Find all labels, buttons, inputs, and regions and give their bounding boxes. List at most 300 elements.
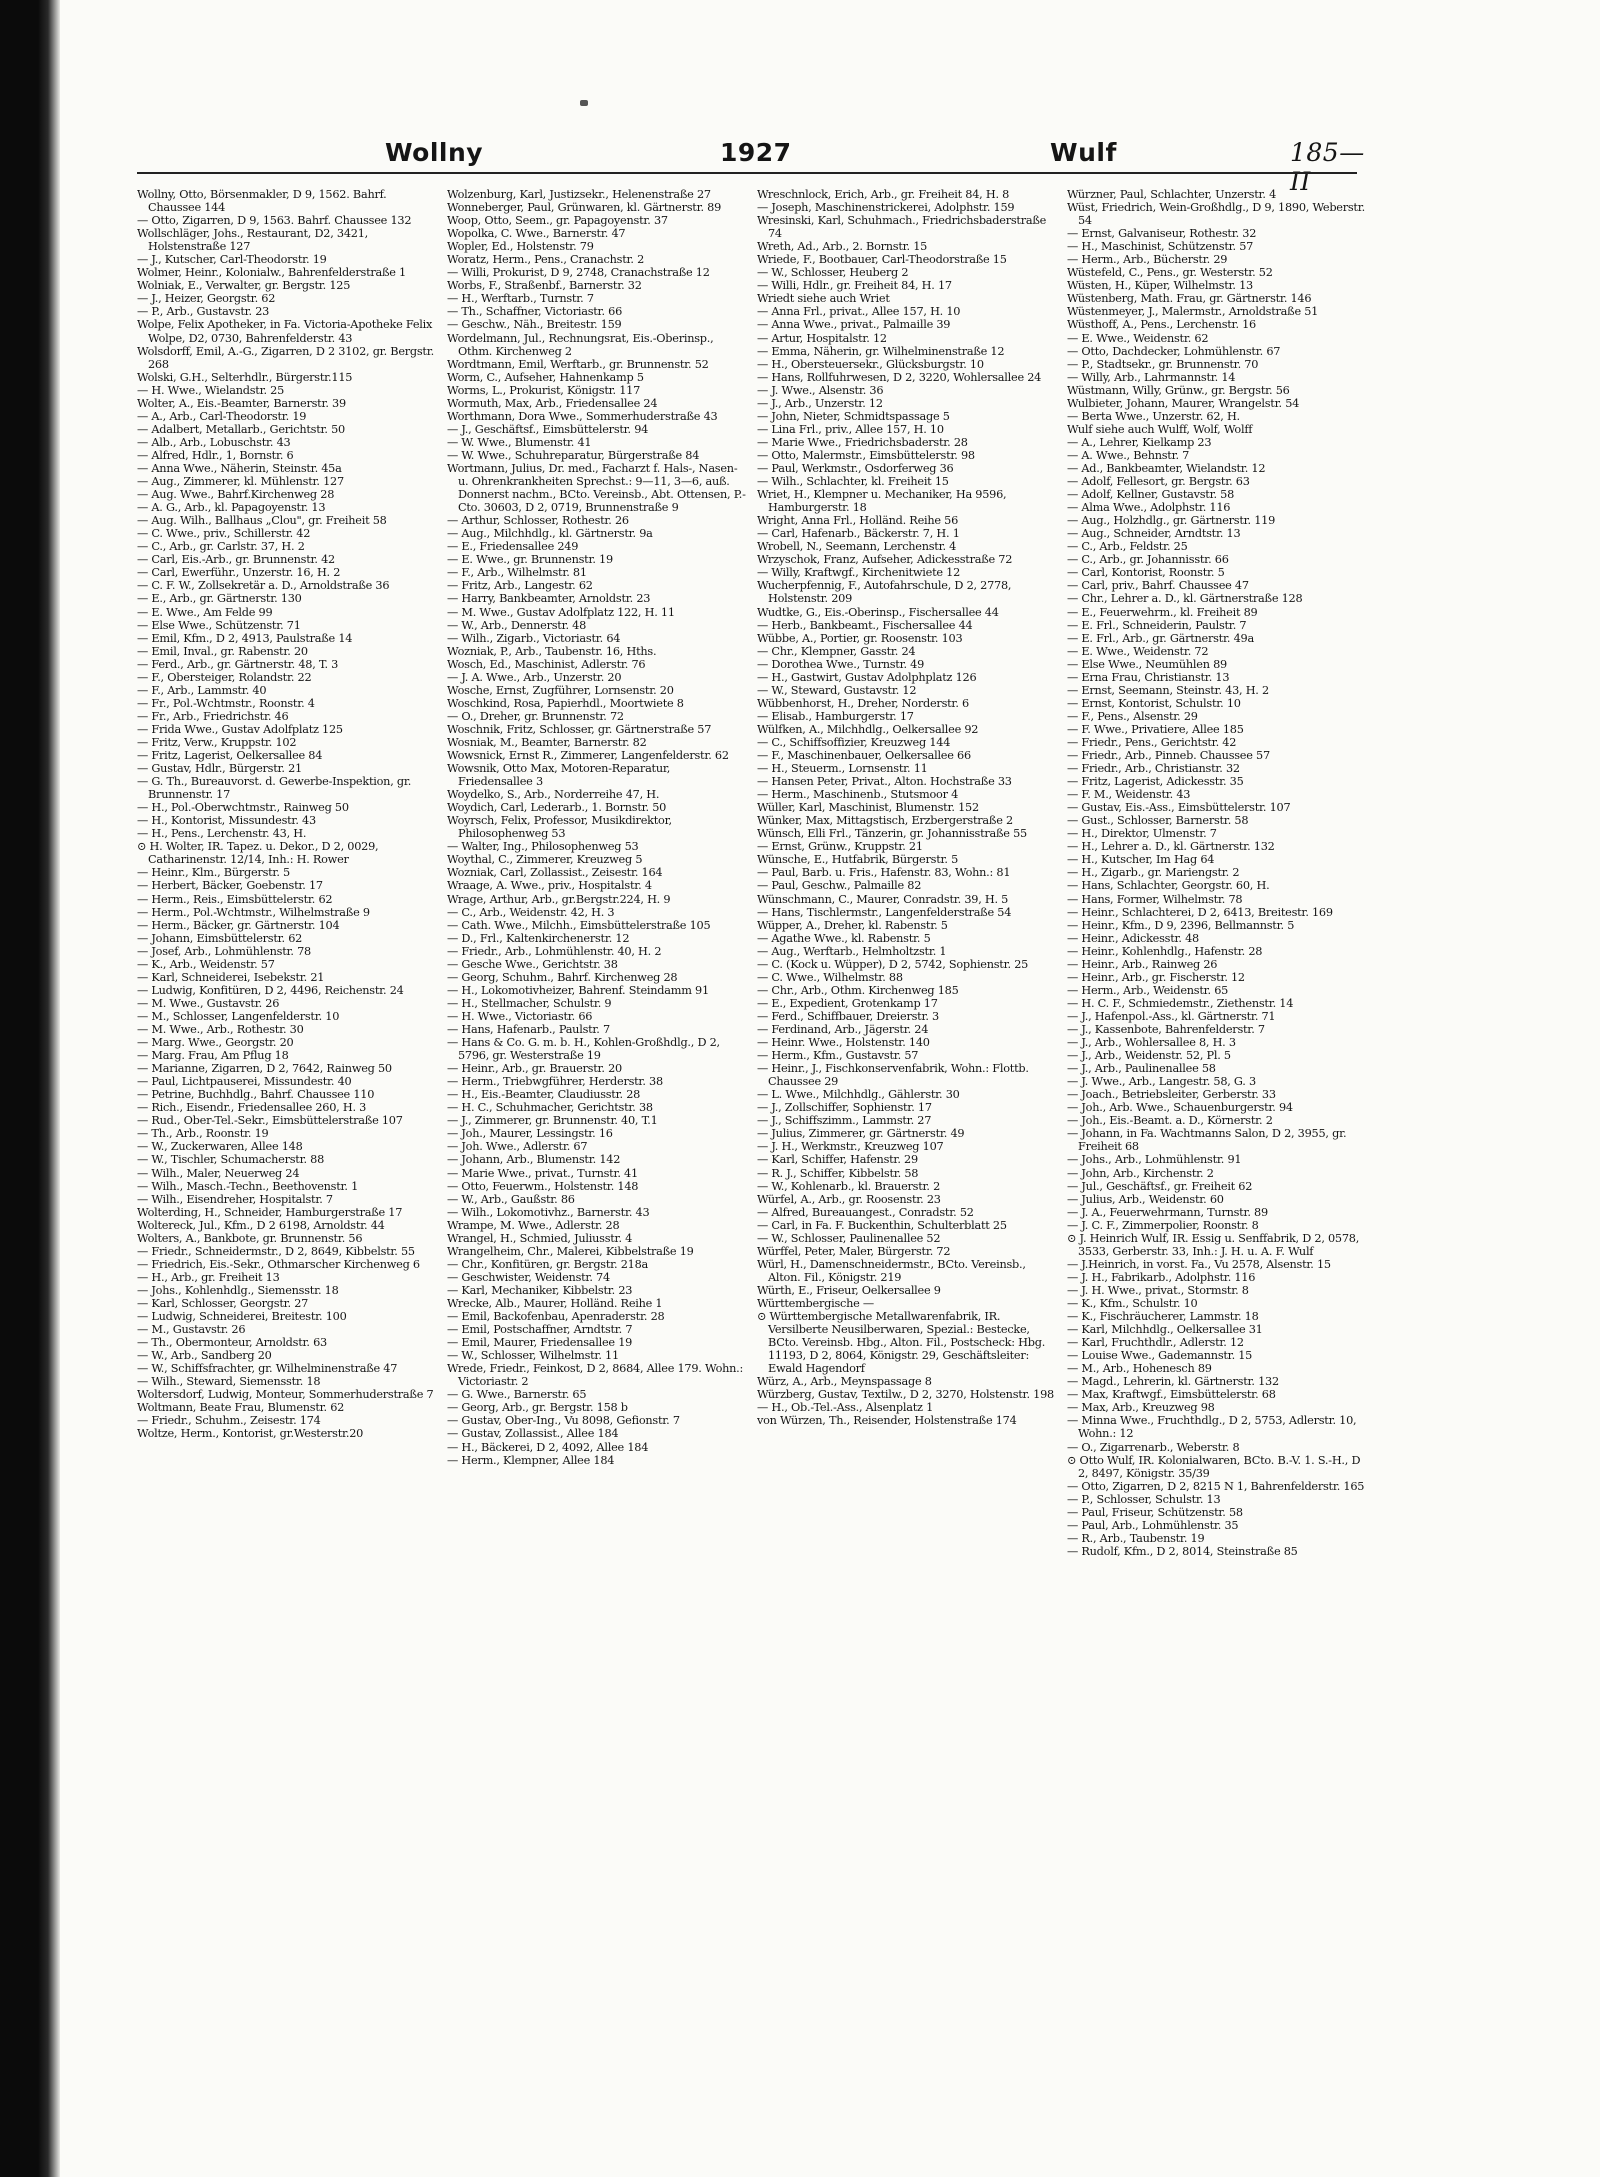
directory-entry: — J., Kassenbote, Bahrenfelderstr. 7: [1067, 1023, 1265, 1036]
directory-entry: — Karl, Schiffer, Hafenstr. 29: [757, 1153, 918, 1167]
directory-entry: — Herm., Kfm., Gustavstr. 57: [757, 1049, 919, 1063]
directory-entry: — Gustav, Hdlr., Bürgerstr. 21: [137, 762, 302, 776]
directory-entry: — H., Pol.-Oberwchtmstr., Rainweg 50: [137, 801, 349, 815]
directory-entry: Wolter, A., Eis.-Beamter, Barnerstr. 39: [137, 396, 346, 410]
directory-entry: — G. Th., Bureauvorst. d. Gewerbe-Inspektion, gr. Brunnenstr. 17: [137, 775, 412, 802]
directory-entry: Wüsten, H., Küper, Wilhelmstr. 13: [1067, 279, 1253, 293]
directory-entry: — C., Arb., Feldstr. 25: [1067, 540, 1188, 554]
directory-entry: — H., Arb., gr. Freiheit 13: [137, 1270, 280, 1284]
directory-entry: Wünker, Max, Mittagstisch, Erzbergerstraße 2: [757, 814, 1013, 828]
directory-entry: — J. A., Feuerwehrmann, Turnstr. 89: [1067, 1205, 1268, 1219]
directory-entry: — Ferdinand, Arb., Jägerstr. 24: [757, 1023, 929, 1036]
directory-entry: — Ferd., Arb., gr. Gärtnerstr. 48, T. 3: [137, 657, 339, 671]
directory-entry: Wübbenhorst, H., Dreher, Norderstr. 6: [757, 696, 969, 710]
directory-entry: Wolterding, H., Schneider, Hamburgerstraße 17: [137, 1205, 403, 1219]
column-2: [447, 188, 747, 1948]
directory-entry: — Heinr., Arb., Rainweg 26: [1067, 957, 1218, 971]
directory-entry: — Th., Obermonteur, Arnoldstr. 63: [137, 1336, 327, 1350]
directory-entry: — Gust., Schlosser, Barnerstr. 58: [1067, 814, 1249, 828]
directory-entry: Wünschmann, C., Maurer, Conradstr. 39, H. 5: [757, 892, 1009, 906]
directory-entry: — Th., Arb., Roonstr. 19: [137, 1127, 269, 1141]
directory-entry: — Carl, in Fa. F. Buckenthin, Schulterblatt 25: [757, 1218, 1007, 1232]
directory-entry: — Carl, priv., Bahrf. Chaussee 47: [1067, 579, 1249, 593]
directory-entry: Wüsthoff, A., Pens., Lerchenstr. 16: [1067, 318, 1256, 332]
directory-entry: — Anna Wwe., privat., Palmaille 39: [757, 318, 951, 332]
directory-entry: — Else Wwe., Schützenstr. 71: [137, 618, 301, 632]
directory-entry: — Else Wwe., Neumühlen 89: [1067, 657, 1227, 671]
directory-entry: — Aug., Schneider, Arndtstr. 13: [1067, 527, 1241, 541]
directory-entry: — Hans, Rollfuhrwesen, D 2, 3220, Wohlersallee 24: [757, 370, 1042, 384]
directory-entry: — Johann, in Fa. Wachtmanns Salon, D 2, 3955, gr. Freiheit 68: [1067, 1127, 1347, 1154]
print-mark: [580, 100, 588, 106]
directory-entry: — Johann, Eimsbüttelerstr. 62: [137, 931, 303, 945]
directory-entry: — John, Arb., Kirchenstr. 2: [1067, 1166, 1214, 1180]
directory-entry: Wortmann, Julius, Dr. med., Facharzt f. Hals-, Nasen- u. Ohrenkrankheiten Sprechst.: 9—11, 3—6, auß. Donnerst nachm., BCto. Vereinsb., Abt. Ottensen, P.-Cto. 30603, D 2, 0719, Brunnenstraße 9: [447, 461, 746, 515]
directory-entry: Woltmann, Beate Frau, Blumenstr. 62: [137, 1401, 345, 1415]
directory-entry: — Friedr., Arb., Pinneb. Chaussee 57: [1067, 749, 1270, 763]
directory-entry: Wosch, Ed., Maschinist, Adlerstr. 76: [447, 657, 646, 671]
directory-entry: — E. Frl., Arb., gr. Gärtnerstr. 49a: [1067, 631, 1254, 645]
directory-entry: — Berta Wwe., Unzerstr. 62, H.: [1067, 409, 1240, 423]
directory-entry: — Friedrich, Eis.-Sekr., Othmarscher Kirchenweg 6: [137, 1257, 420, 1271]
directory-entry: Wordtmann, Emil, Werftarb., gr. Brunnenstr. 52: [447, 357, 709, 371]
directory-entry: Wünsche, E., Hutfabrik, Bürgerstr. 5: [757, 853, 959, 867]
directory-entry: — Geschw., Näh., Breitestr. 159: [447, 318, 622, 332]
directory-entry: — Friedr., Arb., Christianstr. 32: [1067, 762, 1240, 776]
directory-entry: — Gesche Wwe., Gerichtstr. 38: [447, 957, 618, 971]
directory-entry: Wriede, F., Bootbauer, Carl-Theodorstraße 15: [757, 253, 1007, 267]
directory-entry: — A., Arb., Carl-Theodorstr. 19: [137, 409, 307, 423]
directory-entry: — Joh. Wwe., Adlerstr. 67: [447, 1140, 588, 1154]
directory-entry: — H., Steuerm., Lornsenstr. 11: [757, 762, 928, 776]
directory-entry: ⊙ J. Heinrich Wulf, IR. Essig u. Senffabrik, D 2, 0578, 3533, Gerberstr. 33, Inh.: J. H. u. A. F. Wulf: [1067, 1231, 1360, 1258]
directory-entry: — Emma, Näherin, gr. Wilhelminenstraße 12: [757, 344, 1005, 358]
directory-entry: — J., Arb., Weidenstr. 52, Pl. 5: [1067, 1049, 1231, 1063]
directory-entry: — Marie Wwe., privat., Turnstr. 41: [447, 1166, 638, 1180]
directory-entry: — Karl, Milchhdlg., Oelkersallee 31: [1067, 1323, 1263, 1337]
directory-entry: — Friedr., Pens., Gerichtstr. 42: [1067, 735, 1237, 749]
directory-entry: — Alma Wwe., Adolphstr. 116: [1067, 501, 1231, 515]
directory-entry: — Emil, Backofenbau, Apenraderstr. 28: [447, 1310, 665, 1324]
directory-entry: — M. Wwe., Gustav Adolfplatz 122, H. 11: [447, 605, 675, 619]
directory-entry: — J., Kutscher, Carl-Theodorstr. 19: [137, 253, 327, 267]
directory-entry: — Hans, Hafenarb., Paulstr. 7: [447, 1023, 610, 1036]
directory-entry: — A. G., Arb., kl. Papagoyenstr. 13: [137, 501, 326, 515]
directory-entry: — Karl, Fruchthdlr., Adlerstr. 12: [1067, 1336, 1244, 1350]
directory-entry: — Hans, Schlachter, Georgstr. 60, H.: [1067, 879, 1270, 893]
directory-entry: — Georg, Schuhm., Bahrf. Kirchenweg 28: [447, 970, 678, 984]
directory-entry: — Petrine, Buchhdlg., Bahrf. Chaussee 110: [137, 1088, 375, 1102]
directory-entry: — Carl, Hafenarb., Bäckerstr. 7, H. 1: [757, 527, 960, 541]
directory-entry: — Heinr., J., Fischkonservenfabrik, Wohn.: Flottb. Chaussee 29: [757, 1062, 1029, 1089]
directory-entry: — F., Pens., Alsenstr. 29: [1067, 709, 1198, 723]
directory-entry: — D., Frl., Kaltenkirchenerstr. 12: [447, 931, 630, 945]
directory-entry: — M., Schlosser, Langenfelderstr. 10: [137, 1009, 340, 1023]
directory-entry: Würth, E., Friseur, Oelkersallee 9: [757, 1283, 941, 1297]
directory-entry: — J., Zollschiffer, Sophienstr. 17: [757, 1101, 932, 1115]
directory-entry: — K., Arb., Weidenstr. 57: [137, 957, 275, 971]
directory-entry: — H. Wwe., Wielandstr. 25: [137, 383, 285, 397]
directory-entry: — J., Schiffszimm., Lammstr. 27: [757, 1114, 932, 1128]
directory-entry: Wriet, H., Klempner u. Mechaniker, Ha 9596, Hamburgerstr. 18: [757, 488, 1007, 515]
directory-entry: Worm, C., Aufseher, Hahnenkamp 5: [447, 370, 644, 384]
directory-entry: Wosniak, M., Beamter, Barnerstr. 82: [447, 735, 647, 749]
directory-entry: — Paul, Barb. u. Fris., Hafenstr. 83, Wohn.: 81: [757, 866, 1011, 880]
directory-entry: — Friedr., Schneidermstr., D 2, 8649, Kibbelstr. 55: [137, 1244, 415, 1258]
directory-entry: Wozniak, Carl, Zollassist., Zeisestr. 164: [447, 866, 663, 880]
directory-entry: — Chr., Konfitüren, gr. Bergstr. 218a: [447, 1257, 649, 1271]
directory-entry: — E. Wwe., gr. Brunnenstr. 19: [447, 553, 613, 567]
directory-entry: — G. Wwe., Barnerstr. 65: [447, 1388, 587, 1402]
directory-entry: — Johs., Kohlenhdlg., Siemensstr. 18: [137, 1283, 339, 1297]
directory-entry: — Aug. Wilh., Ballhaus „Clou", gr. Freiheit 58: [137, 514, 387, 528]
directory-entry: — W., Schlosser, Wilhelmstr. 11: [447, 1349, 619, 1363]
directory-entry: — Arthur, Schlosser, Rothestr. 26: [447, 514, 629, 528]
directory-entry: Worbs, F., Straßenbf., Barnerstr. 32: [447, 279, 642, 293]
directory-entry: — Wilh., Schlachter, kl. Freiheit 15: [757, 475, 949, 489]
directory-entry: — Rudolf, Kfm., D 2, 8014, Steinstraße 85: [1067, 1544, 1298, 1558]
directory-entry: — Aug., Holzhdlg., gr. Gärtnerstr. 119: [1067, 514, 1276, 528]
directory-entry: — Johann, Arb., Blumenstr. 142: [447, 1153, 621, 1167]
directory-entry: — Adolf, Fellesort, gr. Bergstr. 63: [1067, 475, 1250, 489]
directory-entry: — H., Obersteuersekr., Glücksburgstr. 10: [757, 357, 984, 371]
directory-entry: — Chr., Klempner, Gasstr. 24: [757, 644, 916, 658]
directory-entry: Würfel, A., Arb., gr. Roosenstr. 23: [757, 1192, 941, 1206]
directory-entry: — Geschwister, Weidenstr. 74: [447, 1270, 610, 1284]
directory-entry: — Friedr., Schuhm., Zeisestr. 174: [137, 1414, 321, 1428]
directory-entry: Wresinski, Karl, Schuhmach., Friedrichsbaderstraße 74: [757, 214, 1047, 241]
directory-entry: — Wilh., Steward, Siemensstr. 18: [137, 1375, 321, 1389]
directory-entry: — Ernst, Kontorist, Schulstr. 10: [1067, 696, 1241, 710]
directory-entry: — Karl, Mechaniker, Kibbelstr. 23: [447, 1283, 633, 1297]
directory-entry: — Artur, Hospitalstr. 12: [757, 331, 887, 345]
directory-entry: — Carl, Eis.-Arb., gr. Brunnenstr. 42: [137, 553, 335, 567]
directory-entry: Wüstenmeyer, J., Malermstr., Arnoldstraße 51: [1067, 305, 1319, 319]
directory-entry: — C. (Kock u. Wüpper), D 2, 5742, Sophienstr. 25: [757, 957, 1029, 971]
directory-entry: — Heinr., Adickesstr. 48: [1067, 931, 1199, 945]
directory-entry: — Marie Wwe., Friedrichsbaderstr. 28: [757, 435, 968, 449]
directory-entry: — Hans, Tischlermstr., Langenfelderstraße 54: [757, 905, 1012, 919]
directory-entry: Woltersdorf, Ludwig, Monteur, Sommerhuderstraße 7: [137, 1388, 434, 1402]
directory-entry: Woydich, Carl, Lederarb., 1. Bornstr. 50: [447, 801, 667, 815]
directory-entry: — E. Wwe., Am Felde 99: [137, 605, 273, 619]
directory-entry: Wrage, Arthur, Arb., gr.Bergstr.224, H. 9: [447, 892, 671, 906]
directory-entry: Wonneberger, Paul, Grünwaren, kl. Gärtnerstr. 89: [447, 201, 722, 215]
directory-entry: — Wilh., Maler, Neuerweg 24: [137, 1166, 300, 1180]
directory-entry: — H. C. F., Schmiedemstr., Ziethenstr. 14: [1067, 996, 1294, 1010]
directory-entry: — P., Arb., Gustavstr. 23: [137, 305, 270, 319]
directory-entry: — Ernst, Galvaniseur, Rothestr. 32: [1067, 227, 1257, 241]
directory-entry: — Hans & Co. G. m. b. H., Kohlen-Großhdlg., D 2, 5796, gr. Westerstraße 19: [447, 1036, 720, 1063]
directory-entry: — Alb., Arb., Lobuschstr. 43: [137, 435, 291, 449]
directory-entry: — E. Wwe., Weidenstr. 62: [1067, 331, 1209, 345]
directory-entry: — Anna Wwe., Näherin, Steinstr. 45a: [137, 461, 342, 475]
directory-entry: — Joh., Eis.-Beamt. a. D., Körnerstr. 2: [1067, 1114, 1273, 1128]
directory-entry: — Fritz, Verw., Kruppstr. 102: [137, 735, 297, 749]
directory-entry: Wudtke, G., Eis.-Oberinsp., Fischersallee 44: [757, 605, 999, 619]
directory-entry: — C. Wwe., Wilhelmstr. 88: [757, 970, 903, 984]
directory-entry: — C. F. W., Zollsekretär a. D., Arnoldstraße 36: [137, 579, 390, 593]
directory-entry: Wüstmann, Willy, Grünw., gr. Bergstr. 56: [1067, 383, 1290, 397]
directory-entry: — Adalbert, Metallarb., Gerichtstr. 50: [137, 422, 345, 436]
directory-entry: Wolters, A., Bankbote, gr. Brunnenstr. 56: [137, 1231, 363, 1245]
directory-entry: — Gustav, Ober-Ing., Vu 8098, Gefionstr. 7: [447, 1414, 680, 1428]
directory-entry: — J. Wwe., Alsenstr. 36: [757, 383, 884, 397]
directory-entry: Worms, L., Prokurist, Königstr. 117: [447, 383, 641, 397]
directory-entry: — Karl, Schneiderei, Isebekstr. 21: [137, 970, 325, 984]
directory-entry: — Carl, Ewerführ., Unzerstr. 16, H. 2: [137, 566, 341, 580]
directory-entry: — Wilh., Zigarb., Victoriastr. 64: [447, 631, 621, 645]
directory-entry: — Marianne, Zigarren, D 2, 7642, Rainweg 50: [137, 1062, 392, 1076]
directory-entry: — H. Wwe., Victoriastr. 66: [447, 1009, 593, 1023]
directory-entry: Wreschnlock, Erich, Arb., gr. Freiheit 84, H. 8: [757, 188, 1010, 201]
directory-entry: Woschnik, Fritz, Schlosser, gr. Gärtnerstraße 57: [447, 722, 712, 736]
directory-entry: Wucherpfennig, F., Autofahrschule, D 2, 2778, Holstenstr. 209: [757, 579, 1012, 606]
directory-entry: — Jul., Geschäftsf., gr. Freiheit 62: [1067, 1179, 1253, 1193]
directory-entry: Würzner, Paul, Schlachter, Unzerstr. 4: [1067, 188, 1277, 201]
directory-entry: — Paul, Lichtpauserei, Missundestr. 40: [137, 1075, 352, 1089]
directory-entry: — Fr., Pol.-Wchtmstr., Roonstr. 4: [137, 696, 315, 710]
directory-entry: — Fritz, Lagerist, Oelkersallee 84: [137, 749, 323, 763]
directory-entry: — J. H., Werkmstr., Kreuzweg 107: [757, 1140, 944, 1154]
directory-entry: Wrzyschok, Franz, Aufseher, Adickesstraße 72: [757, 553, 1013, 567]
directory-entry: — Ludwig, Schneiderei, Breitestr. 100: [137, 1310, 347, 1324]
directory-entry: Wollschläger, Johs., Restaurant, D2, 3421, Holstenstraße 127: [137, 227, 368, 254]
column-4: [1067, 188, 1367, 1948]
directory-entry: — J., Geschäftsf., Eimsbüttelerstr. 94: [447, 422, 649, 436]
directory-entry: Wormuth, Max, Arb., Friedensallee 24: [447, 396, 658, 410]
directory-entry: ⊙ H. Wolter, IR. Tapez. u. Dekor., D 2, 0029, Catharinenstr. 12/14, Inh.: H. Rower: [137, 840, 379, 867]
directory-entry: — W. Wwe., Blumenstr. 41: [447, 435, 592, 449]
directory-entry: — J. Wwe., Arb., Langestr. 58, G. 3: [1067, 1075, 1256, 1089]
directory-entry: — H., Pens., Lerchenstr. 43, H.: [137, 827, 307, 841]
directory-entry: — Julius, Arb., Weidenstr. 60: [1067, 1192, 1224, 1206]
column-3: [757, 188, 1057, 1948]
directory-entry: — J., Heizer, Georgstr. 62: [137, 292, 276, 306]
directory-entry: — F., Obersteiger, Rolandstr. 22: [137, 670, 312, 684]
directory-entry: — Harry, Bankbeamter, Arnoldstr. 23: [447, 592, 651, 606]
directory-entry: — Paul, Friseur, Schützenstr. 58: [1067, 1505, 1243, 1519]
directory-entry: Wolmer, Heinr., Kolonialw., Bahrenfelderstraße 1: [137, 266, 406, 280]
directory-entry: — H., Kontorist, Missundestr. 43: [137, 814, 316, 828]
directory-entry: — Elisab., Hamburgerstr. 17: [757, 709, 914, 723]
directory-entry: Wulf siehe auch Wulff, Wolf, Wolff: [1067, 422, 1253, 436]
directory-entry: — Herm., Reis., Eimsbüttelerstr. 62: [137, 892, 333, 906]
directory-entry: von Würzen, Th., Reisender, Holstenstraße 174: [757, 1414, 1017, 1428]
directory-entry: — A. Wwe., Behnstr. 7: [1067, 448, 1190, 462]
directory-entry: — Otto, Zigarren, D 9, 1563. Bahrf. Chaussee 132: [137, 214, 412, 228]
directory-entry: — W., Schlosser, Heuberg 2: [757, 266, 909, 280]
directory-entry: Wordelmann, Jul., Rechnungsrat, Eis.-Oberinsp., Othm. Kirchenweg 2: [447, 331, 714, 358]
directory-entry: Wülfken, A., Milchhdlg., Oelkersallee 92: [757, 722, 979, 736]
directory-entry: — M. Wwe., Arb., Rothestr. 30: [137, 1023, 304, 1036]
column-1: [137, 188, 437, 1948]
directory-entry: Würl, H., Damenschneidermstr., BCto. Vereinsb., Alton. Fil., Königstr. 219: [757, 1257, 1026, 1284]
directory-entry: — Joach., Betriebsleiter, Gerberstr. 33: [1067, 1088, 1276, 1102]
directory-entry: — J., Zimmerer, gr. Brunnenstr. 40, T.1: [447, 1114, 658, 1128]
directory-entry: — Cath. Wwe., Milchh., Eimsbüttelerstraße 105: [447, 918, 711, 932]
directory-entry: Wüst, Friedrich, Wein-Großhdlg., D 9, 1890, Weberstr. 54: [1067, 201, 1365, 228]
directory-entry: — Herb., Bankbeamt., Fischersallee 44: [757, 618, 973, 632]
directory-entry: — J. C. F., Zimmerpolier, Roonstr. 8: [1067, 1218, 1259, 1232]
directory-entry: — Gustav, Zollassist., Allee 184: [447, 1427, 619, 1441]
directory-entry: — Adolf, Kellner, Gustavstr. 58: [1067, 488, 1235, 502]
directory-entry: — H., Werftarb., Turnstr. 7: [447, 292, 594, 306]
directory-entry: Wraage, A. Wwe., priv., Hospitalstr. 4: [447, 879, 652, 893]
directory-entry: — Wilh., Eisendreher, Hospitalstr. 7: [137, 1192, 333, 1206]
directory-entry: — H., Maschinist, Schützenstr. 57: [1067, 240, 1254, 254]
directory-entry: — Fr., Arb., Friedrichstr. 46: [137, 709, 289, 723]
directory-entry: — C., Arb., gr. Johannisstr. 66: [1067, 553, 1229, 567]
directory-entry: Woyrsch, Felix, Professor, Musikdirektor, Philosophenweg 53: [447, 814, 672, 841]
directory-entry: — H., Direktor, Ulmenstr. 7: [1067, 827, 1217, 841]
directory-entry: — Hansen Peter, Privat., Alton. Hochstraße 33: [757, 775, 1012, 789]
directory-entry: — K., Kfm., Schulstr. 10: [1067, 1296, 1198, 1310]
directory-entry: — Fritz, Lagerist, Adickesstr. 35: [1067, 775, 1244, 789]
directory-entry: — Joh., Arb. Wwe., Schauenburgerstr. 94: [1067, 1101, 1293, 1115]
directory-entry: — Friedr., Arb., Lohmühlenstr. 40, H. 2: [447, 944, 662, 958]
directory-entry: — Willi, Prokurist, D 9, 2748, Cranachstraße 12: [447, 266, 710, 280]
directory-entry: — O., Zigarrenarb., Weberstr. 8: [1067, 1440, 1240, 1454]
directory-entry: — C. Wwe., priv., Schillerstr. 42: [137, 527, 311, 541]
directory-entry: — John, Nieter, Schmidtspassage 5: [757, 409, 950, 423]
directory-entry: Wrobell, N., Seemann, Lerchenstr. 4: [757, 540, 957, 554]
directory-entry: Wozniak, P., Arb., Taubenstr. 16, Hths.: [447, 644, 657, 658]
directory-entry: — W., Schlosser, Paulinenallee 52: [757, 1231, 941, 1245]
directory-entry: — Ernst, Seemann, Steinstr. 43, H. 2: [1067, 683, 1269, 697]
directory-entry: — E. Wwe., Weidenstr. 72: [1067, 644, 1209, 658]
directory-entry: Wüpper, A., Dreher, kl. Rabenstr. 5: [757, 918, 948, 932]
directory-entry: — Rich., Eisendr., Friedensallee 260, H. 3: [137, 1101, 367, 1115]
directory-entry: — M., Arb., Hohenesch 89: [1067, 1362, 1212, 1376]
directory-entry: Wollny, Otto, Börsenmakler, D 9, 1562. Bahrf. Chaussee 144: [137, 188, 387, 215]
directory-entry: — H., Kutscher, Im Hag 64: [1067, 853, 1215, 867]
header-last-name: Wulf: [1050, 138, 1117, 167]
directory-entry: — Paul, Werkmstr., Osdorferweg 36: [757, 461, 954, 475]
directory-entry: — H., Zigarb., gr. Mariengstr. 2: [1067, 866, 1240, 880]
directory-entry: — Ludwig, Konfitüren, D 2, 4496, Reichenstr. 24: [137, 983, 404, 997]
directory-entry: — H., Lokomotivheizer, Bahrenf. Steindamm 91: [447, 983, 709, 997]
directory-entry: — J., Arb., Wohlersallee 8, H. 3: [1067, 1036, 1236, 1050]
directory-entry: — Otto, Dachdecker, Lohmühlenstr. 67: [1067, 344, 1281, 358]
directory-entry: — Karl, Schlosser, Georgstr. 27: [137, 1296, 309, 1310]
directory-entry: — E., Feuerwehrm., kl. Freiheit 89: [1067, 605, 1258, 619]
directory-entry: — W., Steward, Gustavstr. 12: [757, 683, 917, 697]
directory-entry: — Frida Wwe., Gustav Adolfplatz 125: [137, 722, 343, 736]
directory-entry: Wopolka, C. Wwe., Barnerstr. 47: [447, 227, 626, 241]
directory-entry: — Wilh., Lokomotivhz., Barnerstr. 43: [447, 1205, 650, 1219]
directory-entry: Woydelko, S., Arb., Norderreihe 47, H.: [447, 788, 660, 802]
directory-entry: — Alfred, Bureauangest., Conradstr. 52: [757, 1205, 974, 1219]
directory-entry: — Wilh., Masch.-Techn., Beethovenstr. 1: [137, 1179, 359, 1193]
directory-entry: — J., Hafenpol.-Ass., kl. Gärtnerstr. 71: [1067, 1009, 1276, 1023]
directory-entry: — E., Expedient, Grotenkamp 17: [757, 996, 938, 1010]
directory-entry: — Marg. Wwe., Georgstr. 20: [137, 1036, 294, 1050]
directory-entry: — Julius, Zimmerer, gr. Gärtnerstr. 49: [757, 1127, 965, 1141]
directory-entry: — R. J., Schiffer, Kibbelstr. 58: [757, 1166, 919, 1180]
directory-entry: ⊙ Württembergische Metallwarenfabrik, IR. Versilberte Neusilberwaren, Spezial.: Bestecke, BCto. Vereinsb. Hbg., Alton. Fil., Postscheck: Hbg. 11193, D 2, 8064, Königstr. 29, Geschäftsleiter: Ewald Hagendorf: [757, 1310, 1046, 1376]
directory-entry: — Ferd., Schiffbauer, Dreierstr. 3: [757, 1009, 939, 1023]
directory-entry: — F. Wwe., Privatiere, Allee 185: [1067, 722, 1244, 736]
directory-entry: — Willy, Kraftwgf., Kirchenitwiete 12: [757, 566, 961, 580]
directory-entry: — W., Tischler, Schumacherstr. 88: [137, 1153, 325, 1167]
directory-entry: Würzberg, Gustav, Textilw., D 2, 3270, Holstenstr. 198: [757, 1388, 1054, 1402]
directory-entry: — Johs., Arb., Lohmühlenstr. 91: [1067, 1153, 1242, 1167]
directory-entry: — W., Arb., Dennerstr. 48: [447, 618, 587, 632]
directory-entry: — Josef, Arb., Lohmühlenstr. 78: [137, 944, 311, 958]
directory-entry: — W., Kohlenarb., kl. Brauerstr. 2: [757, 1179, 941, 1193]
directory-entry: Wowsnik, Otto Max, Motoren-Reparatur, Friedensallee 3: [447, 762, 671, 789]
directory-entry: — Herm., Arb., Weidenstr. 65: [1067, 983, 1229, 997]
directory-entry: — J., Arb., Unzerstr. 12: [757, 396, 883, 410]
directory-entry: — Fritz, Arb., Langestr. 62: [447, 579, 593, 593]
directory-entry: — E., Friedensallee 249: [447, 540, 579, 554]
directory-entry: Wolniak, E., Verwalter, gr. Bergstr. 125: [137, 279, 351, 293]
directory-entry: — Heinr., Kohlenhdlg., Hafenstr. 28: [1067, 944, 1263, 958]
directory-entry: — F., Arb., Lammstr. 40: [137, 683, 267, 697]
directory-entry: — W., Zuckerwaren, Allee 148: [137, 1140, 303, 1154]
directory-entry: Wünsch, Elli Frl., Tänzerin, gr. Johannisstraße 55: [757, 827, 1027, 841]
directory-entry: — J. H., Fabrikarb., Adolphstr. 116: [1067, 1270, 1256, 1284]
directory-entry: — Lina Frl., priv., Allee 157, H. 10: [757, 422, 944, 436]
directory-entry: Wolzenburg, Karl, Justizsekr., Helenenstraße 27: [447, 188, 711, 201]
directory-entry: — Ernst, Grünw., Kruppstr. 21: [757, 840, 923, 854]
directory-entry: — Aug. Wwe., Bahrf.Kirchenweg 28: [137, 488, 335, 502]
directory-entry: — Ad., Bankbeamter, Wielandstr. 12: [1067, 461, 1266, 475]
directory-entry: — Aug., Werftarb., Helmholtzstr. 1: [757, 944, 947, 958]
directory-entry: — L. Wwe., Milchhdlg., Gählerstr. 30: [757, 1088, 960, 1102]
directory-entry: Wright, Anna Frl., Holländ. Reihe 56: [757, 514, 959, 528]
header-year: 1927: [720, 138, 792, 167]
directory-entry: ⊙ Otto Wulf, IR. Kolonialwaren, BCto. B.-V. 1. S.-H., D 2, 8497, Königstr. 35/39: [1067, 1453, 1361, 1480]
directory-entry: — J.Heinrich, in vorst. Fa., Vu 2578, Alsenstr. 15: [1067, 1257, 1331, 1271]
directory-entry: Wüller, Karl, Maschinist, Blumenstr. 152: [757, 801, 979, 815]
directory-entry: — J. A. Wwe., Arb., Unzerstr. 20: [447, 670, 622, 684]
directory-entry: — Herm., Pol.-Wchtmstr., Wilhelmstraße 9: [137, 905, 370, 919]
directory-entry: — Otto, Feuerwm., Holstenstr. 148: [447, 1179, 639, 1193]
directory-entry: — Herm., Maschinenb., Stutsmoor 4: [757, 788, 959, 802]
directory-entry: Wolsdorff, Emil, A.-G., Zigarren, D 2 3102, gr. Bergstr. 268: [137, 344, 434, 371]
directory-entry: Wrampe, M. Wwe., Adlerstr. 28: [447, 1218, 620, 1232]
directory-entry: — P., Schlosser, Schulstr. 13: [1067, 1492, 1221, 1506]
directory-entry: — W., Schiffsfrachter, gr. Wilhelminenstraße 47: [137, 1362, 398, 1376]
directory-entry: — Heinr., Klm., Bürgerstr. 5: [137, 866, 290, 880]
directory-entry: — Paul, Arb., Lohmühlenstr. 35: [1067, 1518, 1239, 1532]
directory-entry: Woltze, Herm., Kontorist, gr.Westerstr.20: [137, 1427, 364, 1441]
directory-entry: Wulbieter, Johann, Maurer, Wrangelstr. 54: [1067, 396, 1300, 410]
directory-entry: — Magd., Lehrerin, kl. Gärtnerstr. 132: [1067, 1375, 1279, 1389]
directory-entry: — F. M., Weidenstr. 43: [1067, 788, 1191, 802]
directory-entry: Würz, A., Arb., Meynspassage 8: [757, 1375, 932, 1389]
header-first-name: Wollny: [385, 138, 484, 167]
directory-entry: — W. Wwe., Schuhreparatur, Bürgerstraße 84: [447, 448, 700, 462]
directory-entry: — A., Lehrer, Kielkamp 23: [1067, 435, 1212, 449]
directory-entry: Wopler, Ed., Holstenstr. 79: [447, 240, 594, 254]
directory-entry: — Heinr., Kfm., D 9, 2396, Bellmannstr. 5: [1067, 918, 1295, 932]
directory-entry: — Gustav, Eis.-Ass., Eimsbüttelerstr. 107: [1067, 801, 1291, 815]
directory-entry: — C., Schiffsoffizier, Kreuzweg 144: [757, 735, 951, 749]
directory-entry: — C., Arb., gr. Carlstr. 37, H. 2: [137, 540, 305, 554]
directory-entry: — Joseph, Maschinenstrickerei, Adolphstr. 159: [757, 201, 1015, 215]
directory-entry: — J., Arb., Paulinenallee 58: [1067, 1062, 1216, 1076]
directory-entry: — H., Ob.-Tel.-Ass., Alsenplatz 1: [757, 1401, 934, 1415]
directory-entry: — Marg. Frau, Am Pflug 18: [137, 1049, 289, 1063]
directory-entry: — Herm., Triebwgführer, Herderstr. 38: [447, 1075, 663, 1089]
directory-entry: — Alfred, Hdlr., 1, Bornstr. 6: [137, 448, 294, 462]
directory-entry: — Heinr., Arb., gr. Brauerstr. 20: [447, 1062, 622, 1076]
directory-entry: — Louise Wwe., Gademannstr. 15: [1067, 1349, 1253, 1363]
directory-entry: — Carl, Kontorist, Roonstr. 5: [1067, 566, 1225, 580]
